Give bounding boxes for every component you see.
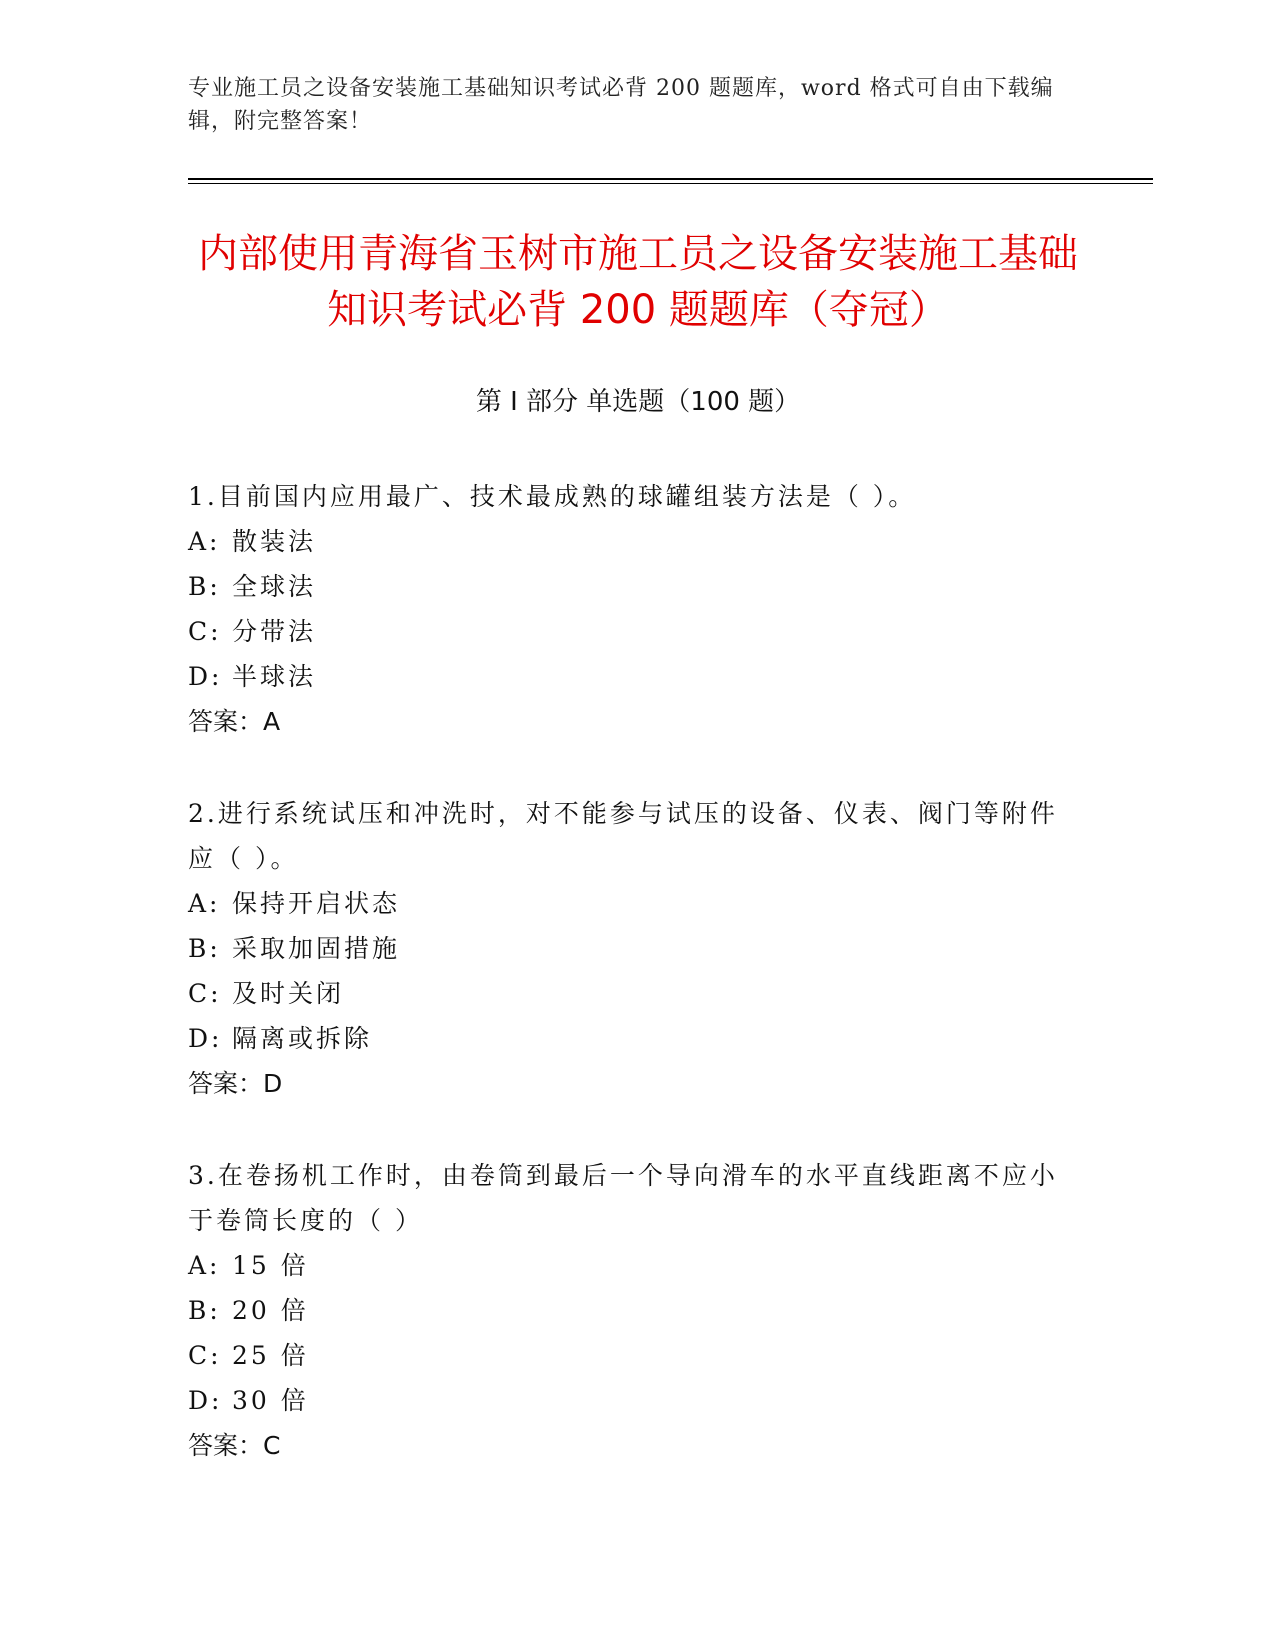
option-c [188,609,1068,654]
section-heading: 第 I 部分 单选题（100 题） [475,387,801,417]
option-b [188,926,1068,971]
option-d [188,654,1068,699]
option-a [188,519,1068,564]
option-b [188,1288,1068,1333]
option-letter: C: [188,979,222,1008]
option-d [188,1378,1068,1423]
question-3 [188,1153,1068,1469]
question-2 [188,791,1068,1107]
question-stem: 1.目前国内应用最广、技术最成熟的球罐组装方法是（ ）。 [188,482,917,511]
header-rule-thick [188,178,1153,180]
option-text: 半球法 [232,662,317,691]
option-text: 25 倍 [232,1341,309,1370]
option-letter: A: [188,527,221,556]
option-letter: D: [188,662,223,691]
option-text: 15 倍 [232,1251,309,1280]
option-letter: A: [188,889,221,918]
option-text: 及时关闭 [232,979,345,1008]
question-stem: 3.在卷扬机工作时，由卷筒到最后一个导向滑车的水平直线距离不应小于卷筒长度的（ ） [188,1161,1058,1235]
option-b [188,564,1068,609]
document-title: 内部使用青海省玉树市施工员之设备安装施工基础知识考试必背 200 题题库（夺冠） [198,231,1078,333]
header-rule-thin [188,183,1153,184]
option-letter: A: [188,1251,221,1280]
option-text: 采取加固措施 [232,934,401,963]
option-c [188,971,1068,1016]
option-letter: C: [188,1341,222,1370]
option-letter: B: [188,572,221,601]
header-note: 专业施工员之设备安装施工基础知识考试必背 200 题题库，word 格式可自由下载编辑，附完整答案！ [188,76,1054,134]
question-list [188,474,1068,1515]
option-a [188,1243,1068,1288]
option-letter: D: [188,1386,223,1415]
option-a [188,881,1068,926]
option-text: 保持开启状态 [232,889,401,918]
answer-line: 答案：C [188,1431,281,1460]
option-text: 全球法 [232,572,317,601]
answer-line: 答案：A [188,707,281,736]
option-letter: B: [188,1296,221,1325]
question-1 [188,474,1068,745]
option-text: 散装法 [232,527,317,556]
option-letter: D: [188,1024,223,1053]
option-text: 30 倍 [232,1386,309,1415]
option-letter: C: [188,617,222,646]
option-text: 隔离或拆除 [232,1024,373,1053]
option-d [188,1016,1068,1061]
option-text: 20 倍 [232,1296,309,1325]
option-text: 分带法 [232,617,317,646]
option-c [188,1333,1068,1378]
question-stem: 2.进行系统试压和冲洗时，对不能参与试压的设备、仪表、阀门等附件应（ ）。 [188,799,1058,873]
option-letter: B: [188,934,221,963]
answer-line: 答案：D [188,1069,283,1098]
